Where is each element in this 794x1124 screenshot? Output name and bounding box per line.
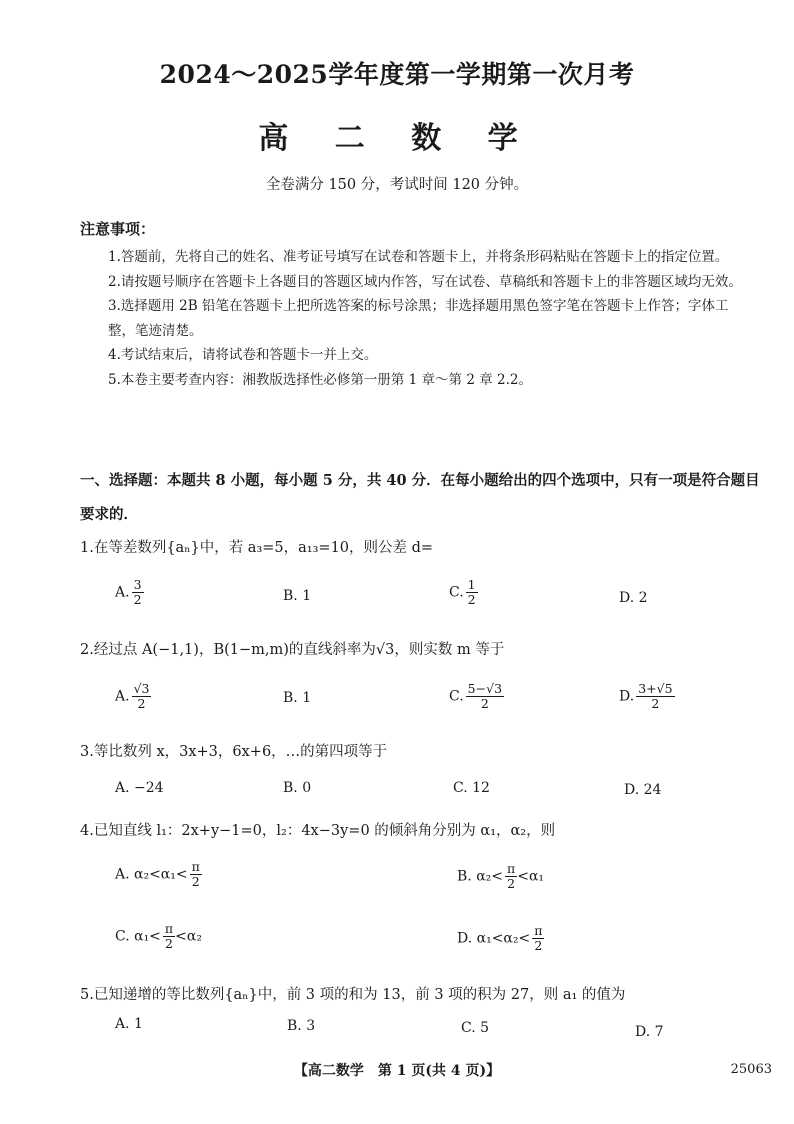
subject-title: 高 二 数 学 xyxy=(258,121,536,156)
exam-title: 2024～2025学年度第一学期第一次月考 xyxy=(159,60,635,89)
numerator: π xyxy=(507,861,516,876)
option-a: A. 1 xyxy=(115,1016,143,1032)
notes-title: 注意事项： xyxy=(80,220,156,238)
numerator: 1 xyxy=(467,577,476,592)
denominator: 2 xyxy=(651,696,660,711)
option-label: C. α₁< xyxy=(115,928,161,945)
option-d: D. 24 xyxy=(624,782,662,798)
note-item: 4.考试结束后，请将试卷和答题卡一并上交。 xyxy=(108,347,378,363)
option-c xyxy=(115,922,202,951)
option-label: A. α₂<α₁< xyxy=(115,866,188,883)
note-item: 3.选择题用 2B 铅笔在答题卡上把所选答案的标号涂黑；非选择题用黑色签字笔在答题卡上作答；字体工整，笔迹清楚。 xyxy=(108,298,729,339)
fraction xyxy=(163,922,175,951)
option-a: A. −24 xyxy=(115,780,164,796)
numerator: π xyxy=(191,859,200,874)
question-stem: 5.已知递增的等比数列{aₙ}中，前 3 项的和为 13，前 3 项的积为 27，则 a₁ 的值为 xyxy=(80,987,626,1003)
question-stem: 3.等比数列 x，3x+3，6x+6，…的第四项等于 xyxy=(80,744,388,760)
note-item: 1.答题前，先将自己的姓名、准考证号填写在试卷和答题卡上，并将条形码粘贴在答题卡上的指定位置。 xyxy=(108,249,729,265)
option-tail: <α₂ xyxy=(175,928,202,945)
fraction xyxy=(132,578,144,607)
option-label: A. xyxy=(115,584,130,601)
denominator: 2 xyxy=(165,936,173,951)
page-footer: 【高二数学 第 1 页(共 4 页)】 xyxy=(293,1063,501,1079)
option-c: C. 5 xyxy=(461,1020,490,1036)
option-label: A. xyxy=(115,688,130,705)
fraction xyxy=(505,862,517,891)
fraction xyxy=(466,682,504,711)
denominator: 2 xyxy=(534,938,543,953)
option-c xyxy=(449,682,504,711)
numerator: π xyxy=(534,923,543,938)
denominator: 2 xyxy=(507,876,516,891)
fraction xyxy=(132,682,152,711)
option-d: D. 2 xyxy=(619,590,648,606)
option-c: C. 12 xyxy=(453,780,490,796)
note-item: 2.请按题号顺序在答题卡上各题目的答题区域内作答，写在试卷、草稿纸和答题卡上的非答题区域均无效。 xyxy=(108,273,742,290)
option-b: B. 0 xyxy=(283,780,312,796)
denominator: 2 xyxy=(467,592,476,607)
note-item: 5.本卷主要考查内容：湘教版选择性必修第一册第 1 章～第 2 章 2.2。 xyxy=(108,371,532,388)
fraction xyxy=(466,578,478,607)
section-heading: 一、选择题：本题共 8 小题，每小题 5 分，共 40 分．在每小题给出的四个选项中，只有一项是符合题目要求的． xyxy=(80,472,760,523)
numerator: √3 xyxy=(133,681,150,696)
question-stem: 4.已知直线 l₁：2x+y−1=0，l₂：4x−3y=0 的倾斜角分别为 α₁，α₂，则 xyxy=(80,823,556,839)
fraction xyxy=(190,860,202,889)
option-label: D. xyxy=(619,688,635,705)
denominator: 2 xyxy=(480,696,489,711)
fraction xyxy=(636,682,674,711)
option-tail: <α₁ xyxy=(517,868,545,885)
option-a xyxy=(115,682,151,711)
paper-code: 25063 xyxy=(730,1062,772,1077)
numerator: 5−√3 xyxy=(467,681,503,696)
option-d xyxy=(457,924,544,953)
question-stem: 1.在等差数列{aₙ}中，若 a₃=5，a₁₃=10，则公差 d= xyxy=(80,540,434,556)
option-a xyxy=(115,860,202,889)
option-d xyxy=(619,682,675,711)
notes-list xyxy=(108,245,748,392)
denominator: 2 xyxy=(191,874,200,889)
option-label: C. xyxy=(449,688,464,705)
question-stem: 2.经过点 A(−1,1)，B(1−m,m)的直线斜率为√3，则实数 m 等于 xyxy=(80,642,505,658)
option-label: B. α₂< xyxy=(457,868,503,885)
option-b: B. 1 xyxy=(283,690,312,706)
denominator: 2 xyxy=(133,592,142,607)
option-b: B. 1 xyxy=(283,588,312,604)
denominator: 2 xyxy=(137,696,146,711)
fraction xyxy=(532,924,544,953)
numerator: 3+√5 xyxy=(638,681,673,696)
option-b xyxy=(457,862,544,891)
numerator: π xyxy=(164,921,174,936)
option-b: B. 3 xyxy=(287,1018,316,1034)
option-c xyxy=(449,578,478,607)
option-label: C. xyxy=(449,584,464,601)
option-label: D. α₁<α₂< xyxy=(457,930,531,947)
score-info: 全卷满分 150 分，考试时间 120 分钟。 xyxy=(265,177,529,193)
numerator: 3 xyxy=(133,577,142,592)
option-a xyxy=(115,578,144,607)
option-d: D. 7 xyxy=(635,1024,664,1040)
